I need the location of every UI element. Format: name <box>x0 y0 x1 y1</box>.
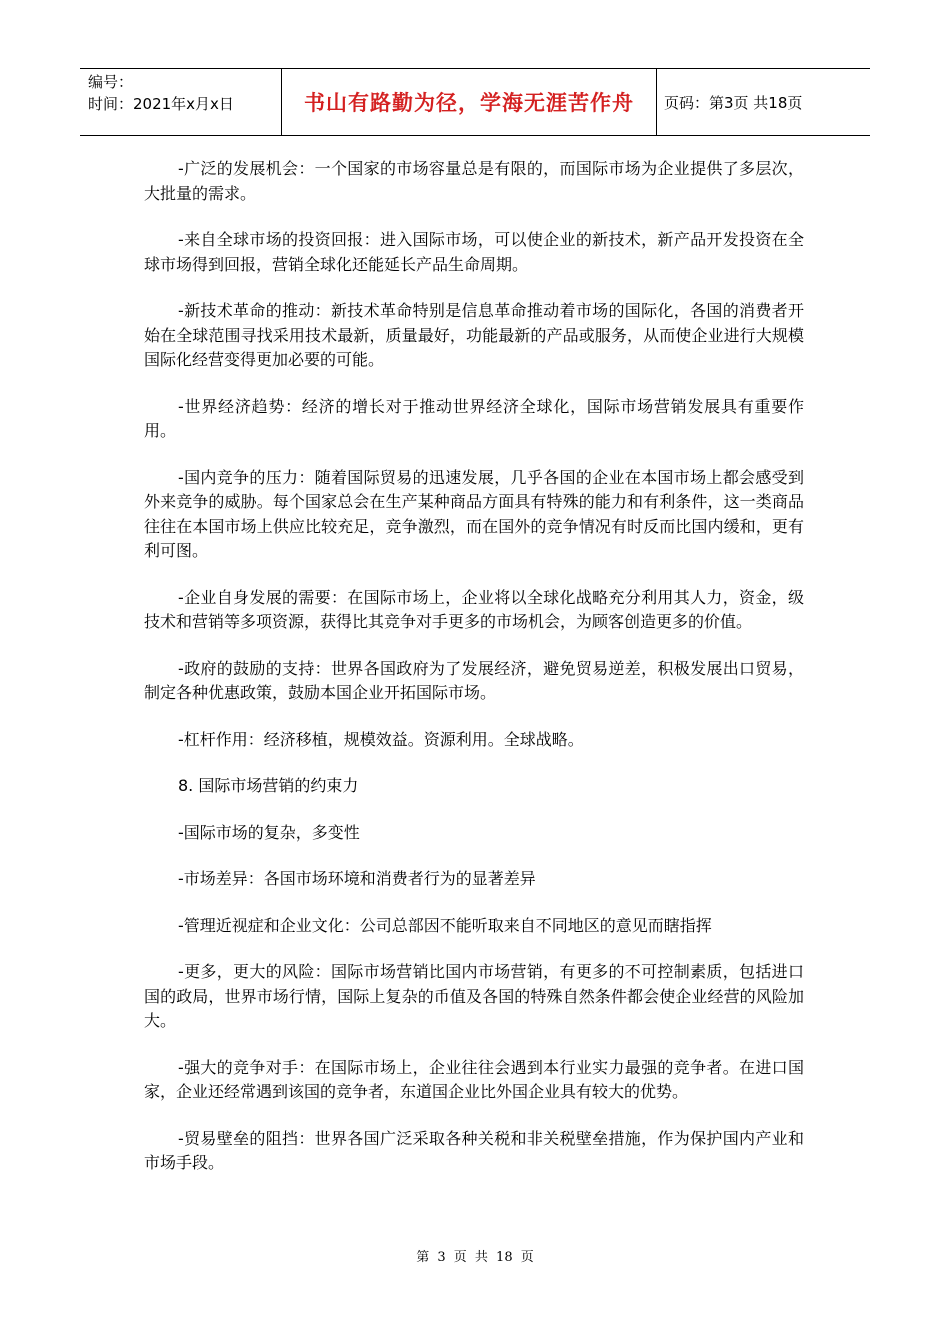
paragraph: -市场差异：各国市场环境和消费者行为的显著差异 <box>178 869 536 888</box>
paragraph: -政府的鼓励的支持：世界各国政府为了发展经济，避免贸易逆差，积极发展出口贸易，制定各种优惠政策，鼓励本国企业开拓国际市场。 <box>144 658 804 702</box>
paragraph: -强大的竞争对手：在国际市场上，企业往往会遇到本行业实力最强的竞争者。在进口国家，企业还经常遇到该国的竞争者，东道国企业比外国企业具有较大的优势。 <box>144 1057 804 1101</box>
paragraph: -杠杆作用：经济移植，规模效益。资源利用。全球战略。 <box>178 729 584 749</box>
header-divider <box>656 69 657 135</box>
paragraph: -国际市场的复杂，多变性 <box>178 822 360 842</box>
section-heading: 8. 国际市场营销的约束力 <box>178 776 359 795</box>
header-meta <box>88 71 283 115</box>
paragraph: -管理近视症和企业文化：公司总部因不能听取来自不同地区的意见而瞎指挥 <box>178 915 712 935</box>
paragraph: -国内竞争的压力：随着国际贸易的迅速发展，几乎各国的企业在本国市场上都会感受到外来竞争的威胁。每个国家总会在生产某种商品方面具有特殊的能力和有利条件，这一类商品往往在本国市场上供应比较充足，竞争激烈，而在国外的竞争情况有时反而比国内缓和，更有利可图。 <box>144 467 804 560</box>
paragraph: -企业自身发展的需要：在国际市场上，企业将以全球化战略充分利用其人力，资金，级技术和营销等多项资源，获得比其竞争对手更多的市场机会，为顾客创造更多的价值。 <box>144 587 804 631</box>
paragraph: -新技术革命的推动：新技术革命特别是信息革命推动着市场的国际化，各国的消费者开始在全球范围寻找采用技术最新，质量最好，功能最新的产品或服务，从而使企业进行大规模国际化经营变得更加必要的可能。 <box>144 301 804 369</box>
paragraph: -广泛的发展机会：一个国家的市场容量总是有限的，而国际市场为企业提供了多层次，大批量的需求。 <box>144 159 804 203</box>
header-motto: 书山有路勤为径，学海无涯苦作舟 <box>304 90 634 115</box>
page-header <box>80 68 870 136</box>
page-footer: 第 3 页 共 18 页 <box>416 1250 534 1265</box>
paragraph: -世界经济趋势：经济的增长对于推动世界经济全球化，国际市场营销发展具有重要作用。 <box>144 396 804 440</box>
paragraph: -来自全球市场的投资回报：进入国际市场，可以使企业的新技术，新产品开发投资在全球市场得到回报，营销全球化还能延长产品生命周期。 <box>144 230 804 274</box>
header-page-info: 页码：第3页 共18页 <box>664 93 803 112</box>
paragraph: -贸易壁垒的阻挡：世界各国广泛采取各种关税和非关税壁垒措施，作为保护国内产业和市场手段。 <box>144 1128 804 1172</box>
document-body <box>144 157 804 1198</box>
serial-label: 编号： <box>88 73 134 91</box>
time-label: 时间：2021年x月x日 <box>88 95 234 113</box>
paragraph: -更多，更大的风险：国际市场营销比国内市场营销，有更多的不可控制素质，包括进口国的政局，世界市场行情，国际上复杂的币值及各国的特殊自然条件都会使企业经营的风险加大。 <box>144 962 804 1030</box>
